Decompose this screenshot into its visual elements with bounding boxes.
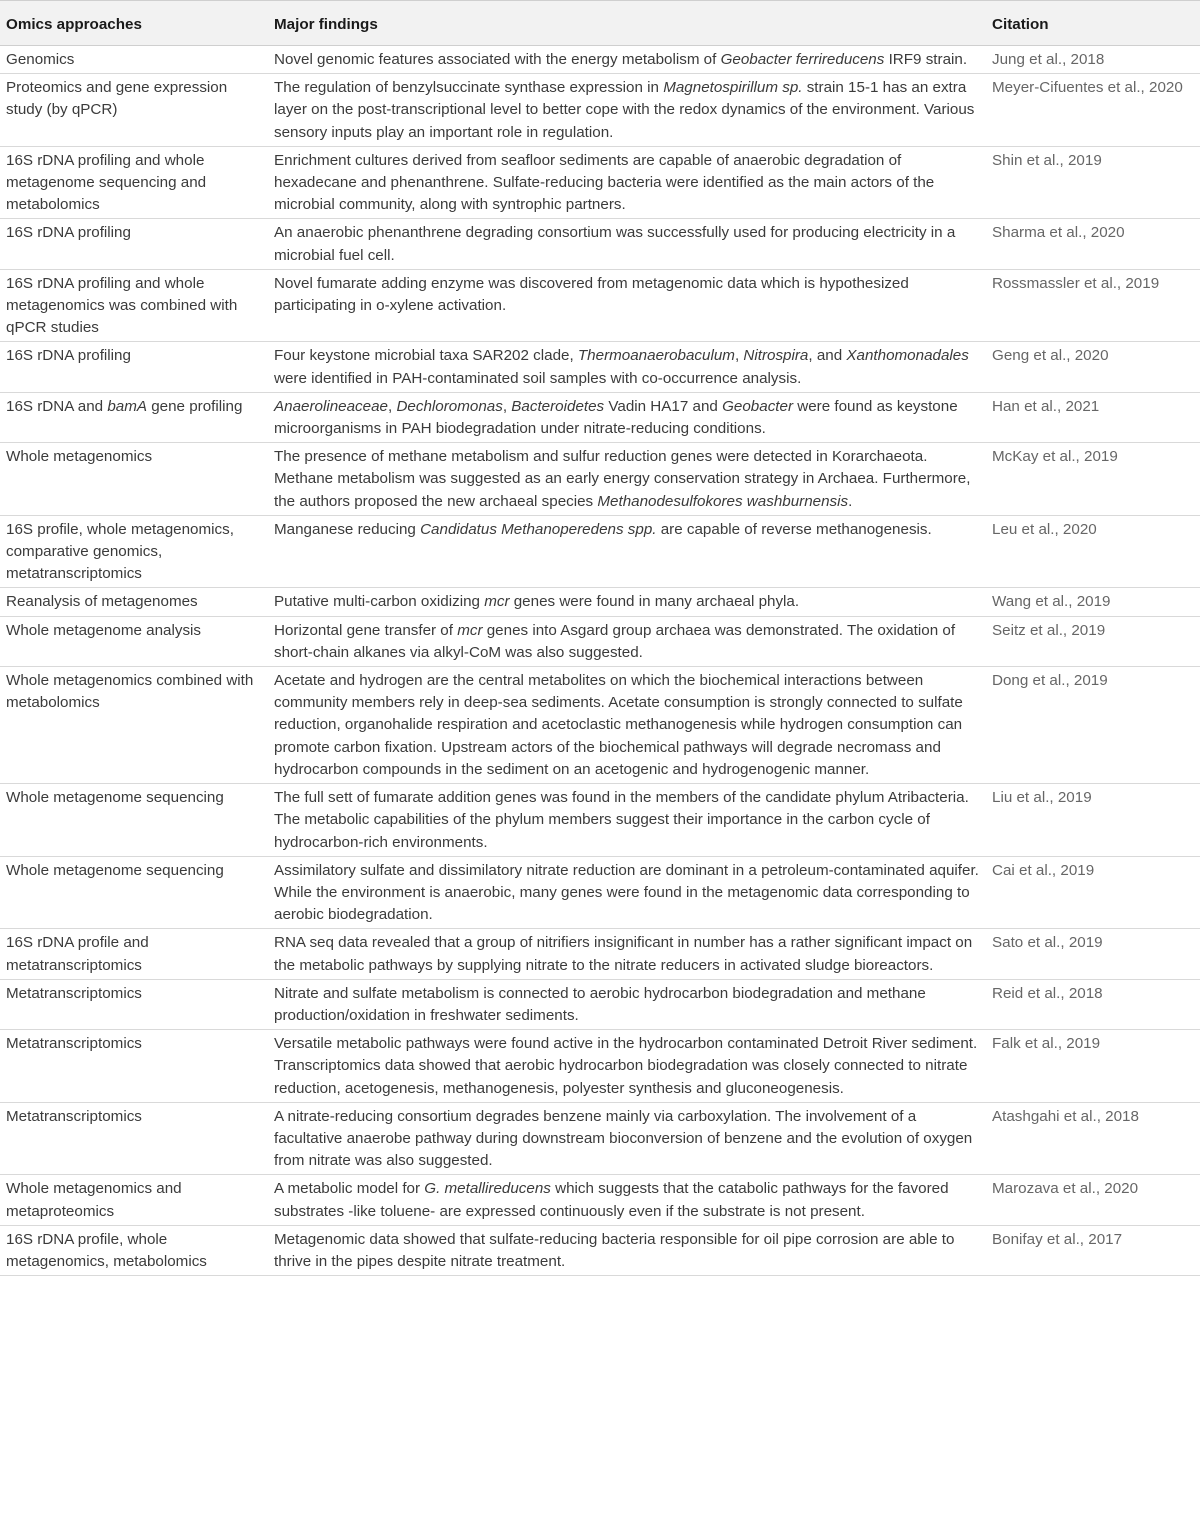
table-row [0,219,1200,269]
citation-cell: Dong et al., 2019 [986,667,1200,784]
table-row [0,616,1200,666]
major-findings-cell: Versatile metabolic pathways were found active in the hydrocarbon contaminated Detroit River sediment. Transcriptomics data showed that aerobic hydrocarbon biodegradation was closely connected to nitrate reduction, acetogenesis, methanogenesis, polyester synthesis and gluconeogenesis. [268,1030,986,1103]
header-omics-approaches: Omics approaches [0,1,268,46]
major-findings-cell: A metabolic model for G. metallireducens which suggests that the catabolic pathways for the favored substrates -like toluene- are expressed continuously even if the substrate is not present. [268,1175,986,1225]
omics-approach-cell: 16S rDNA profiling and whole metagenomics was combined with qPCR studies [0,269,268,342]
table-body [0,46,1200,1276]
citation-cell: Marozava et al., 2020 [986,1175,1200,1225]
citation-cell: Leu et al., 2020 [986,515,1200,588]
citation-cell: Jung et al., 2018 [986,46,1200,74]
table-row [0,515,1200,588]
table-row [0,74,1200,147]
omics-approach-cell: 16S rDNA profile and metatranscriptomics [0,929,268,979]
major-findings-cell: Assimilatory sulfate and dissimilatory nitrate reduction are dominant in a petroleum-contaminated aquifer. While the environment is anaerobic, many genes were found in the metagenomic data corresponding to aerobic biodegradation. [268,856,986,929]
major-findings-cell: The full sett of fumarate addition genes was found in the members of the candidate phylum Atribacteria. The metabolic capabilities of the phylum members suggest their importance in the carbon cycle of hydrocarbon-rich environments. [268,784,986,857]
omics-approach-cell: 16S profile, whole metagenomics, comparative genomics, metatranscriptomics [0,515,268,588]
table-row [0,392,1200,442]
table-row [0,588,1200,616]
citation-cell: Bonifay et al., 2017 [986,1225,1200,1275]
table-row [0,667,1200,784]
omics-approach-cell: 16S rDNA profiling and whole metagenome sequencing and metabolomics [0,146,268,219]
major-findings-cell: Novel fumarate adding enzyme was discovered from metagenomic data which is hypothesized participating in o-xylene activation. [268,269,986,342]
major-findings-cell: Manganese reducing Candidatus Methanoperedens spp. are capable of reverse methanogenesis. [268,515,986,588]
major-findings-cell: The regulation of benzylsuccinate synthase expression in Magnetospirillum sp. strain 15-1 has an extra layer on the post-transcriptional level to better cope with the redox dynamics of the environment. Various sensory inputs play an important role in regulation. [268,74,986,147]
omics-approach-cell: Metatranscriptomics [0,1102,268,1175]
table-header-row [0,1,1200,46]
table-row [0,443,1200,516]
citation-cell: Atashgahi et al., 2018 [986,1102,1200,1175]
table-row [0,342,1200,392]
major-findings-cell: An anaerobic phenanthrene degrading consortium was successfully used for producing electricity in a microbial fuel cell. [268,219,986,269]
major-findings-cell: RNA seq data revealed that a group of nitrifiers insignificant in number has a rather significant impact on the metabolic pathways by supplying nitrate to the nitrate reducers in activated sludge bioreactors. [268,929,986,979]
major-findings-cell: Anaerolineaceae, Dechloromonas, Bacteroidetes Vadin HA17 and Geobacter were found as keystone microorganisms in PAH biodegradation under nitrate-reducing conditions. [268,392,986,442]
major-findings-cell: Horizontal gene transfer of mcr genes into Asgard group archaea was demonstrated. The oxidation of short-chain alkanes via alkyl-CoM was also suggested. [268,616,986,666]
citation-cell: McKay et al., 2019 [986,443,1200,516]
omics-approach-cell: Metatranscriptomics [0,979,268,1029]
citation-cell: Shin et al., 2019 [986,146,1200,219]
citation-cell: Reid et al., 2018 [986,979,1200,1029]
citation-cell: Seitz et al., 2019 [986,616,1200,666]
omics-approach-cell: Metatranscriptomics [0,1030,268,1103]
omics-approach-cell: Whole metagenomics combined with metabolomics [0,667,268,784]
citation-cell: Wang et al., 2019 [986,588,1200,616]
major-findings-cell: Putative multi-carbon oxidizing mcr genes were found in many archaeal phyla. [268,588,986,616]
citation-cell: Sato et al., 2019 [986,929,1200,979]
table-row [0,46,1200,74]
major-findings-cell: A nitrate-reducing consortium degrades benzene mainly via carboxylation. The involvement of a facultative anaerobe pathway during downstream bioconversion of benzene and the evolution of oxygen from nitrate was also suggested. [268,1102,986,1175]
major-findings-cell: Metagenomic data showed that sulfate-reducing bacteria responsible for oil pipe corrosion are able to thrive in the pipes despite nitrate treatment. [268,1225,986,1275]
omics-approach-cell: Proteomics and gene expression study (by qPCR) [0,74,268,147]
table-row [0,1102,1200,1175]
header-major-findings: Major findings [268,1,986,46]
table-row [0,1030,1200,1103]
table-row [0,269,1200,342]
citation-cell: Han et al., 2021 [986,392,1200,442]
omics-approach-cell: 16S rDNA profiling [0,342,268,392]
header-citation: Citation [986,1,1200,46]
table-row [0,146,1200,219]
citation-cell: Geng et al., 2020 [986,342,1200,392]
table-row [0,1225,1200,1275]
citation-cell: Rossmassler et al., 2019 [986,269,1200,342]
citation-cell: Falk et al., 2019 [986,1030,1200,1103]
omics-approach-cell: 16S rDNA and bamA gene profiling [0,392,268,442]
major-findings-cell: Enrichment cultures derived from seafloor sediments are capable of anaerobic degradation of hexadecane and phenanthrene. Sulfate-reducing bacteria were identified as the main actors of the microbial community, along with syntrophic partners. [268,146,986,219]
major-findings-cell: Nitrate and sulfate metabolism is connected to aerobic hydrocarbon biodegradation and methane production/oxidation in freshwater sediments. [268,979,986,1029]
omics-approach-cell: Whole metagenomics [0,443,268,516]
table-row [0,856,1200,929]
table-row [0,1175,1200,1225]
omics-approach-cell: Whole metagenome analysis [0,616,268,666]
major-findings-cell: Acetate and hydrogen are the central metabolites on which the biochemical interactions between community members rely in deep-sea sediments. Acetate consumption is strongly connected to sulfate reduction, organohalide respiration and acetoclastic methanogenesis while hydrogen consumption can promote carbon fixation. Upstream actors of the biochemical pathways will degrade necromass and hydrocarbon compounds in the sediment on an acetogenic and hydrogenogenic manner. [268,667,986,784]
citation-cell: Meyer-Cifuentes et al., 2020 [986,74,1200,147]
table-row [0,784,1200,857]
major-findings-cell: Four keystone microbial taxa SAR202 clade, Thermoanaerobaculum, Nitrospira, and Xanthomonadales were identified in PAH-contaminated soil samples with co-occurrence analysis. [268,342,986,392]
omics-approach-cell: Reanalysis of metagenomes [0,588,268,616]
major-findings-cell: Novel genomic features associated with the energy metabolism of Geobacter ferrireducens IRF9 strain. [268,46,986,74]
major-findings-cell: The presence of methane metabolism and sulfur reduction genes were detected in Korarchaeota. Methane metabolism was suggested as an early energy conservation strategy in Archaea. Furthermore, the authors proposed the new archaeal species Methanodesulfokores washburnensis. [268,443,986,516]
omics-approach-cell: Whole metagenome sequencing [0,784,268,857]
omics-approach-cell: 16S rDNA profile, whole metagenomics, metabolomics [0,1225,268,1275]
omics-approach-cell: 16S rDNA profiling [0,219,268,269]
omics-approach-cell: Whole metagenome sequencing [0,856,268,929]
citation-cell: Sharma et al., 2020 [986,219,1200,269]
citation-cell: Liu et al., 2019 [986,784,1200,857]
citation-cell: Cai et al., 2019 [986,856,1200,929]
table-row [0,979,1200,1029]
table-row [0,929,1200,979]
omics-approach-cell: Genomics [0,46,268,74]
omics-approach-cell: Whole metagenomics and metaproteomics [0,1175,268,1225]
